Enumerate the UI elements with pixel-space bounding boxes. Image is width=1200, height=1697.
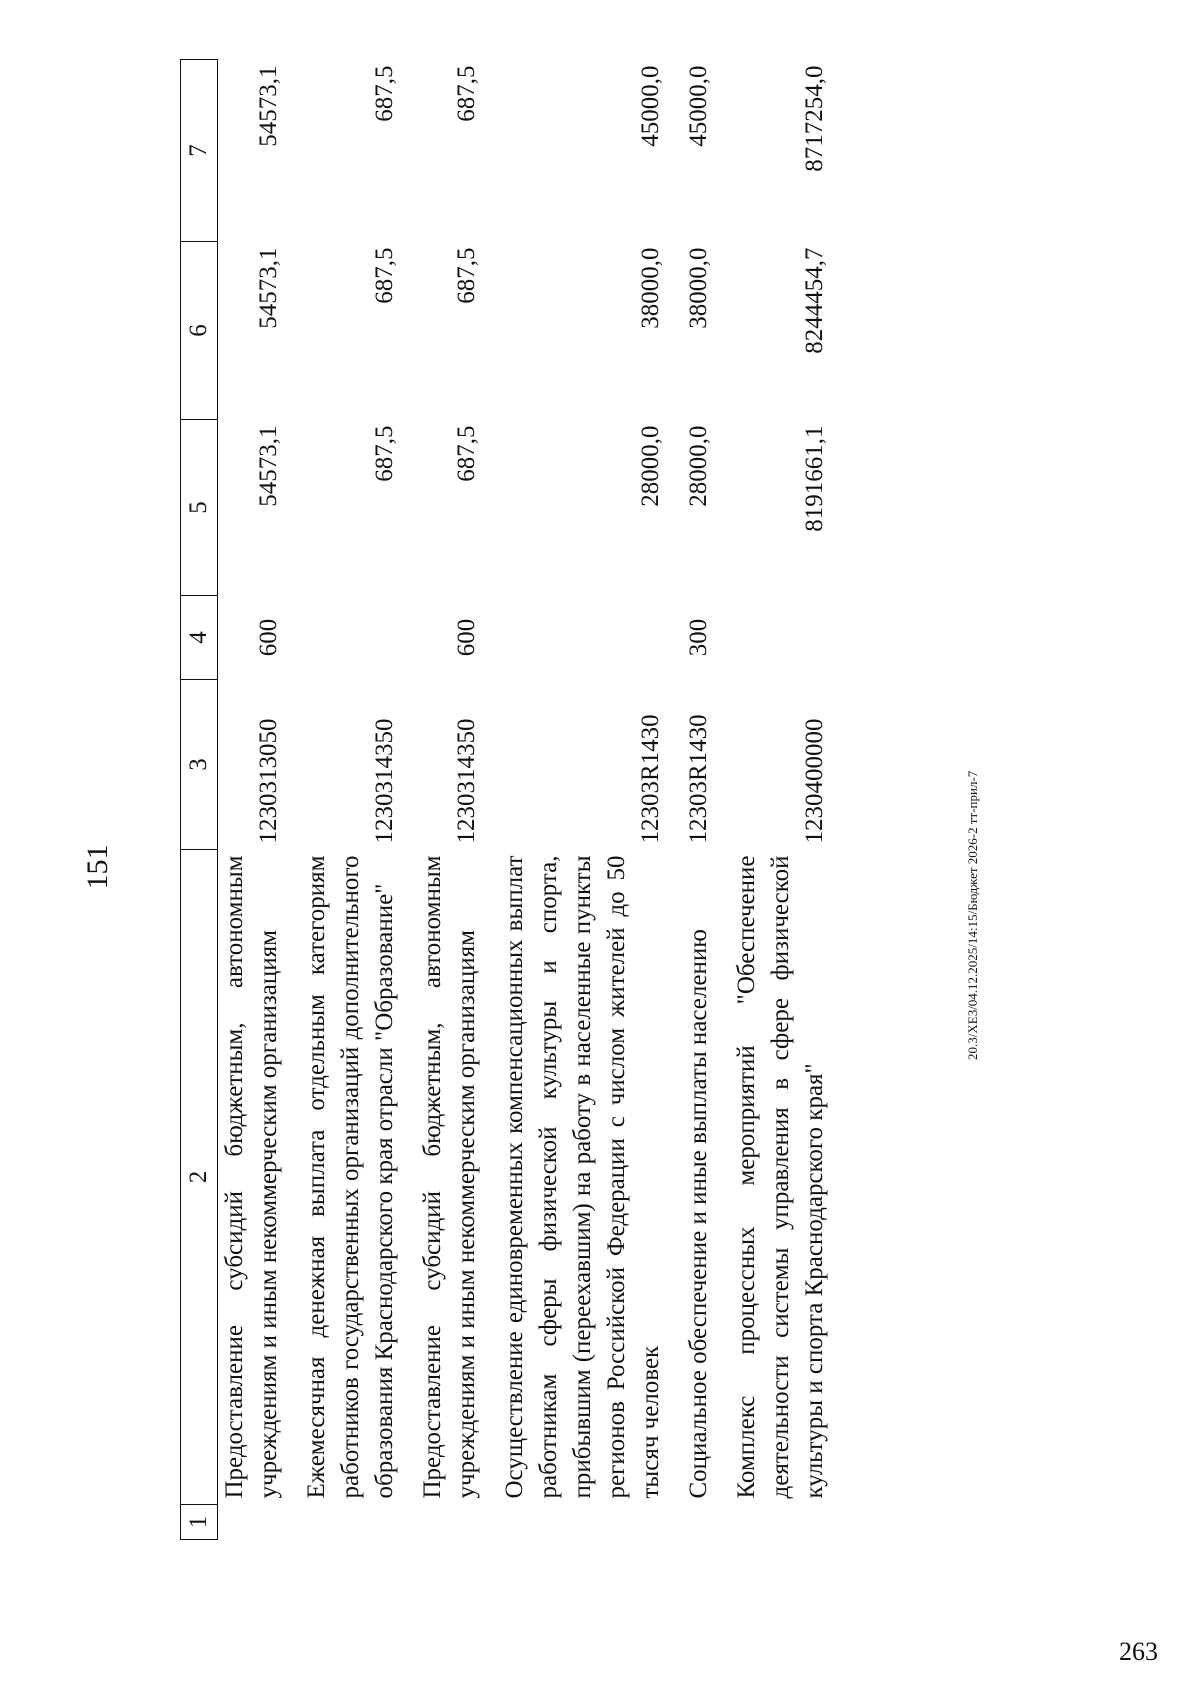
column-header: 2 bbox=[181, 850, 218, 1505]
row-code: 12303R1430 bbox=[637, 714, 664, 844]
row-value-col6: 687,5 bbox=[453, 247, 480, 304]
row-expense-type bbox=[498, 596, 682, 680]
column-header: 3 bbox=[181, 680, 218, 850]
column-header: 7 bbox=[181, 60, 218, 242]
rotated-table-wrapper bbox=[180, 60, 1060, 1540]
row-description: Осуществление единовременных компенсационных выплат работникам сферы физической культуры и спорта, прибывшим (переехавшим) на работу в населенные пункты регионов Российской Федерации с числом жителей до 50 тысяч человек bbox=[501, 855, 664, 1499]
row-value-col7: 687,5 bbox=[453, 65, 480, 122]
page-number: 151 bbox=[81, 844, 114, 890]
row-value-col7: 45000,0 bbox=[637, 65, 664, 147]
row-value-col7: 45000,0 bbox=[685, 65, 712, 147]
table-row bbox=[730, 60, 846, 1540]
row-code: 12303R1430 bbox=[685, 714, 712, 844]
row-value-col7: 8717254,0 bbox=[801, 65, 828, 172]
table-row bbox=[416, 60, 498, 1540]
row-expense-type bbox=[300, 596, 416, 680]
row-code: 1230314350 bbox=[371, 718, 398, 844]
budget-table bbox=[180, 59, 846, 1540]
row-description: Предоставление субсидий бюджетным, автономным учреждениям и иным некоммерческим организациям bbox=[221, 855, 282, 1499]
row-description: Комплекс процессных мероприятий "Обеспечение деятельности системы управления в сфере физической культуры и спорта Краснодарского края" bbox=[733, 855, 828, 1499]
table-row bbox=[498, 60, 682, 1540]
row-value-col5: 687,5 bbox=[371, 425, 398, 482]
row-expense-type bbox=[730, 596, 846, 680]
row-code: 1230400000 bbox=[801, 718, 828, 844]
row-value-col5: 8191661,1 bbox=[801, 425, 828, 532]
row-code: 1230313050 bbox=[255, 718, 282, 844]
row-value-col6: 687,5 bbox=[371, 247, 398, 304]
column-header: 4 bbox=[181, 596, 218, 680]
row-description: Социальное обеспечение и иные выплаты населению bbox=[685, 929, 712, 1499]
row-value-col6: 38000,0 bbox=[685, 247, 712, 329]
column-header: 5 bbox=[181, 420, 218, 596]
row-expense-type: 600 bbox=[255, 618, 282, 657]
table-row bbox=[218, 60, 301, 1540]
row-value-col5: 687,5 bbox=[453, 425, 480, 482]
table-row bbox=[300, 60, 416, 1540]
row-value-col7: 687,5 bbox=[371, 65, 398, 122]
table-header-row bbox=[181, 60, 218, 1540]
row-expense-type: 300 bbox=[685, 618, 712, 657]
row-value-col5: 28000,0 bbox=[685, 425, 712, 507]
row-value-col6: 38000,0 bbox=[637, 247, 664, 329]
footer-code: 20.3/XE3/04.12.2025/14:15/Бюджет 2026-2 тт-прил-7 bbox=[965, 770, 980, 1060]
row-value-col5: 54573,1 bbox=[255, 425, 282, 507]
folio-number: 263 bbox=[1119, 1637, 1158, 1666]
row-value-col7: 54573,1 bbox=[255, 65, 282, 147]
row-value-col6: 8244454,7 bbox=[801, 247, 828, 354]
row-code: 1230314350 bbox=[453, 718, 480, 844]
row-description: Предоставление субсидий бюджетным, автономным учреждениям и иным некоммерческим организациям bbox=[419, 855, 480, 1499]
row-expense-type: 600 bbox=[453, 618, 480, 657]
row-description: Ежемесячная денежная выплата отдельным категориям работников государственных организаций дополнительного образования Краснодарского края отрасли "Образование" bbox=[303, 855, 398, 1499]
row-value-col5: 28000,0 bbox=[637, 425, 664, 507]
row-value-col6: 54573,1 bbox=[255, 247, 282, 329]
column-header: 1 bbox=[181, 1505, 218, 1540]
table-row bbox=[682, 60, 730, 1540]
column-header: 6 bbox=[181, 242, 218, 420]
